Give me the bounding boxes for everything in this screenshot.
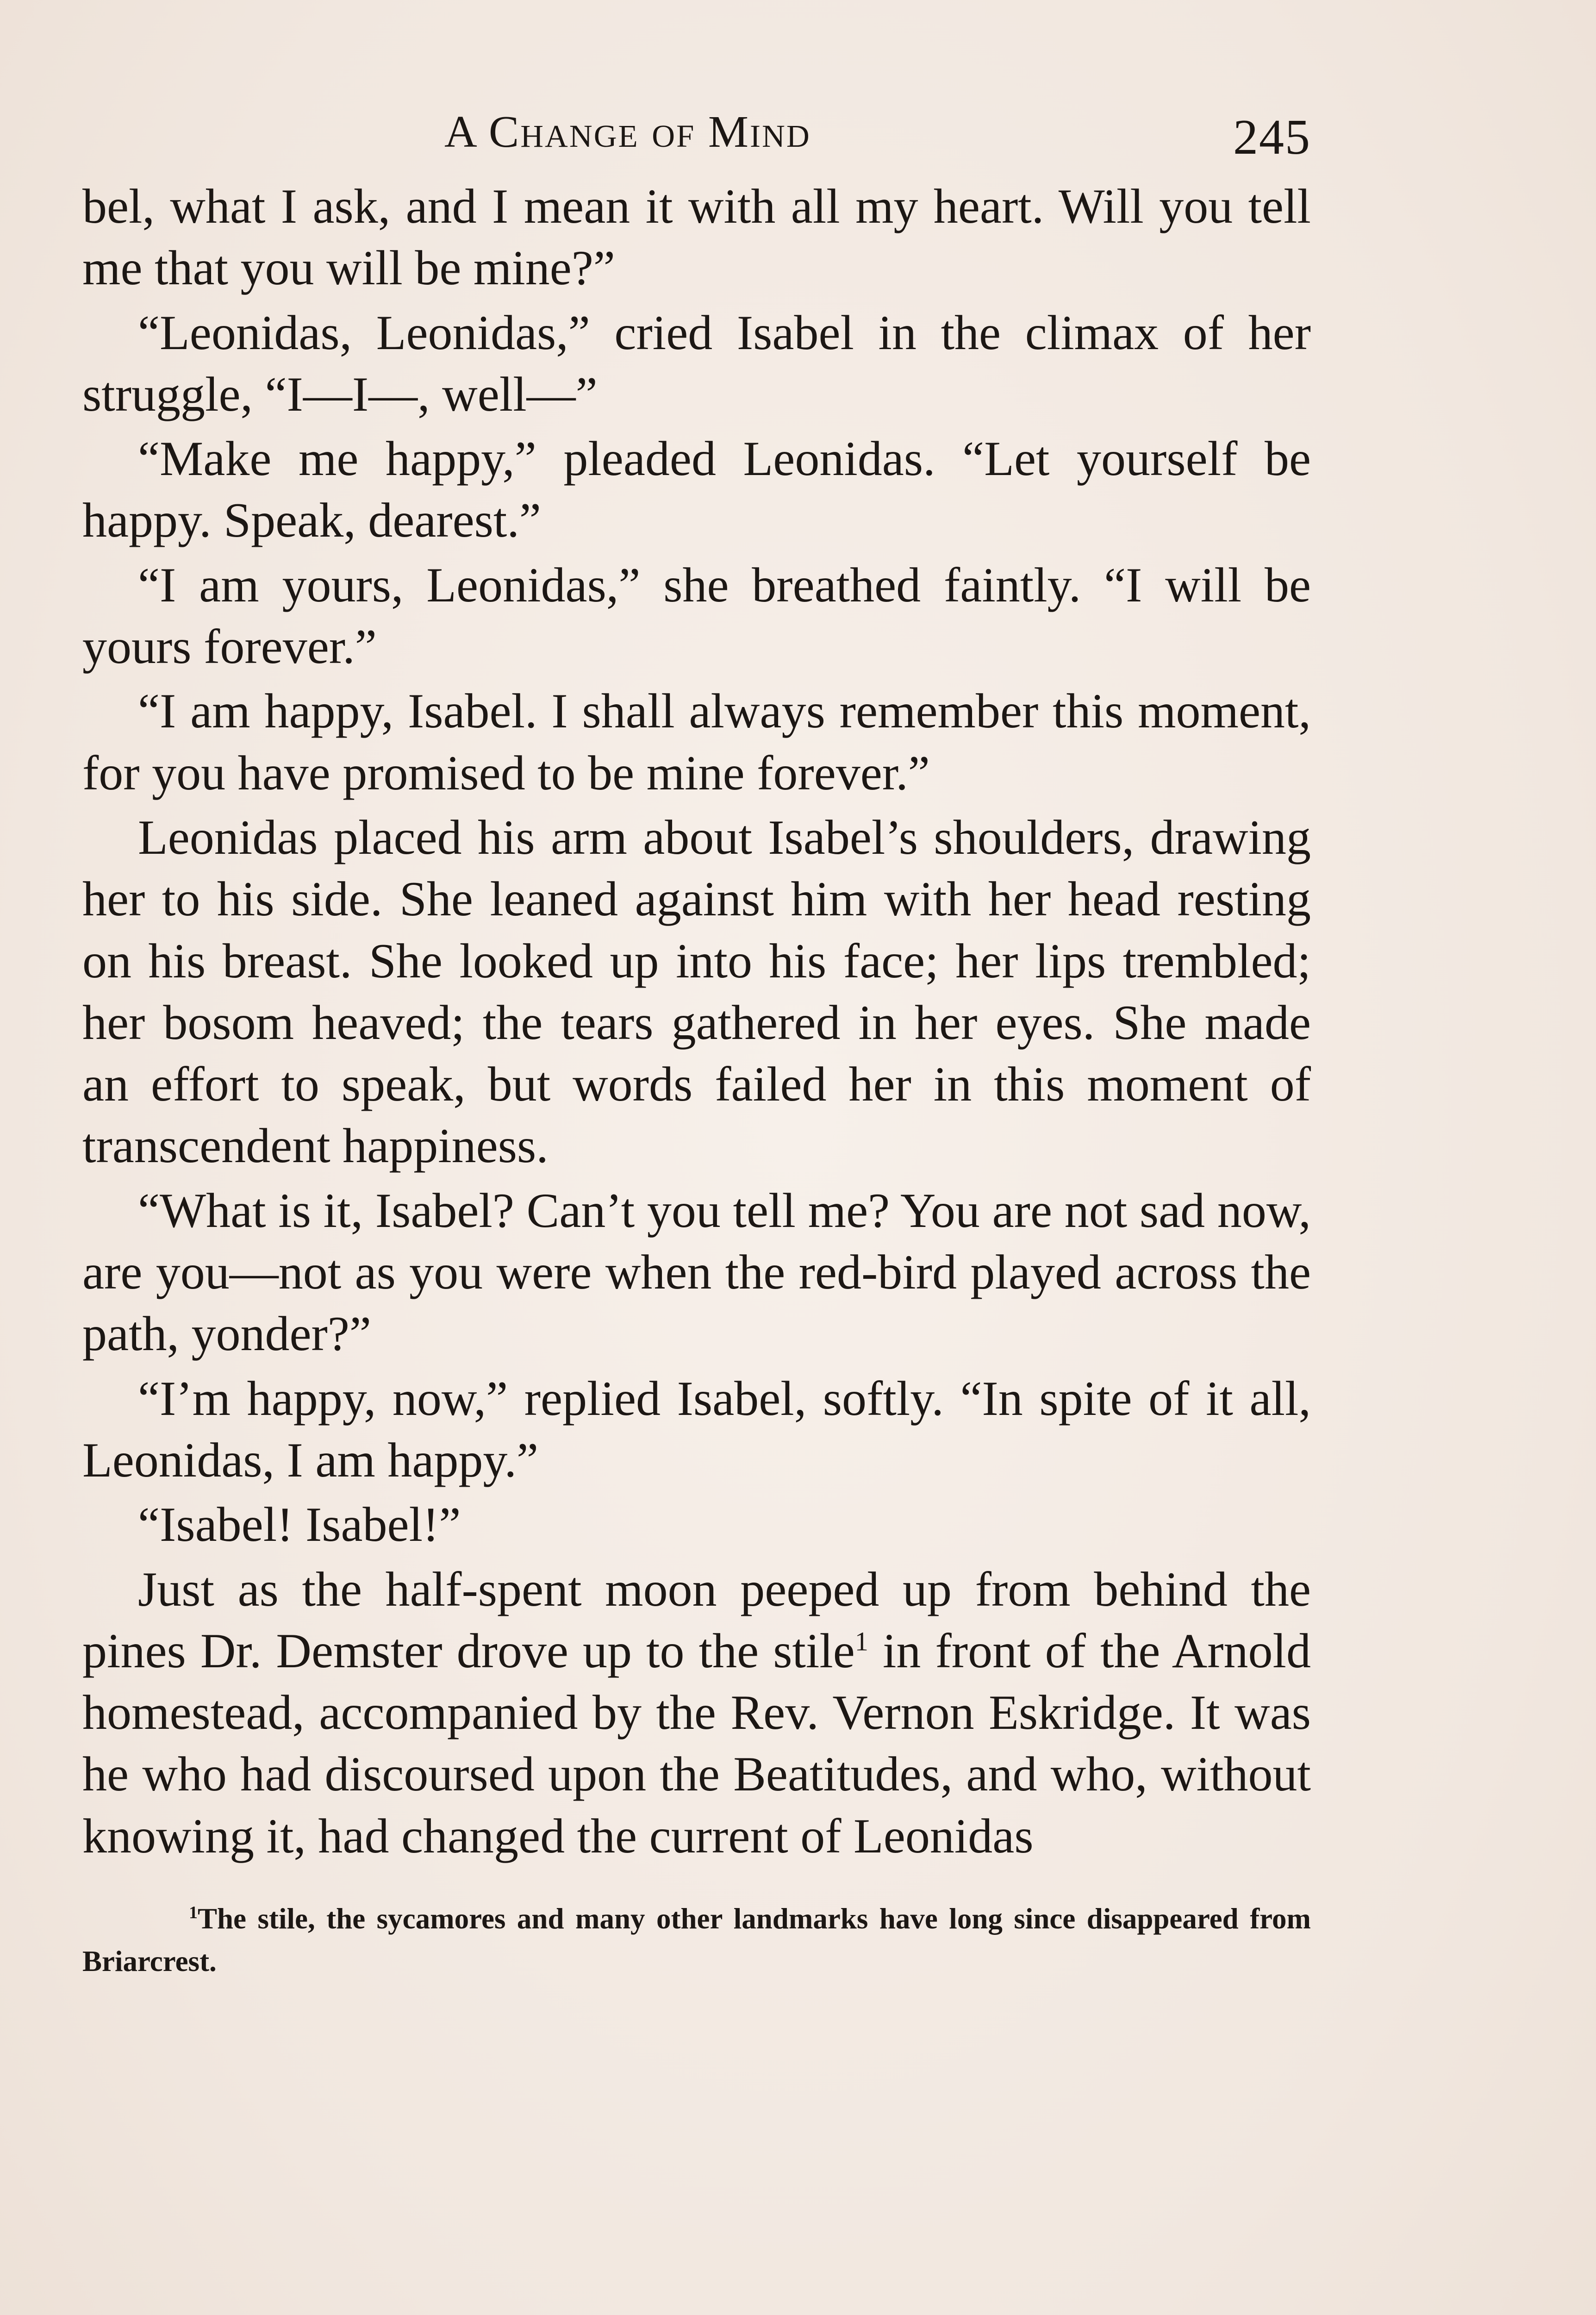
body-text <box>82 175 1311 1867</box>
page-number: 245 <box>1233 110 1311 165</box>
paragraph-1: bel, what I ask, and I mean it with all my heart. Will you tell me that you will be mine?” <box>82 179 1311 295</box>
paragraph-2: “Leonidas, Leonidas,” cried Isabel in the climax of her struggle, “I—I—, well—” <box>82 305 1311 421</box>
paragraph-4: “I am yours, Leonidas,” she breathed faintly. “I will be yours forever.” <box>82 557 1311 674</box>
paragraph-7: “What is it, Isabel? Can’t you tell me? You are not sad now, are you—not as you were when the red-bird played across the path, yonder?” <box>82 1183 1311 1361</box>
paragraph-10-end: in front of the Arnold homestead, accompanied by the Rev. Vernon Eskridge. It was he who had discoursed upon the Beatitudes, and who, without knowing it, had changed the current of Leonidas <box>82 1623 1311 1863</box>
paragraph-6: Leonidas placed his arm about Isabel’s shoulders, drawing her to his side. She leaned against him with her head resting on his breast. She looked up into his face; her lips trembled; her bosom heaved; the tears gathered in her eyes. She made an effort to speak, but words failed her in this moment of transcendent happiness. <box>82 810 1311 1173</box>
paragraph-3: “Make me happy,” pleaded Leonidas. “Let yourself be happy. Speak, dearest.” <box>82 432 1311 548</box>
footnote-reference[interactable]: 1 <box>854 1626 868 1657</box>
book-page <box>82 100 1311 2315</box>
paragraph-10-start: Just as the half-spent moon peeped up from behind the pines Dr. Demster drove up to the stile <box>82 1562 1311 1678</box>
footnote-text: The stile, the sycamores and many other landmarks have long since disappeared from Briarcrest. <box>82 1902 1311 1978</box>
running-head <box>88 100 1311 169</box>
paragraph-10 <box>82 1558 1311 1867</box>
footnote <box>82 1897 1311 1983</box>
footnote-number: 1 <box>189 1903 198 1923</box>
paragraph-5: “I am happy, Isabel. I shall always remember this moment, for you have promised to be mine forever.” <box>82 684 1311 800</box>
paragraph-8: “I’m happy, now,” replied Isabel, softly. “In spite of it all, Leonidas, I am happy.” <box>82 1371 1311 1487</box>
running-title: A Change of Mind <box>444 107 811 157</box>
paragraph-9: “Isabel! Isabel!” <box>138 1497 461 1552</box>
